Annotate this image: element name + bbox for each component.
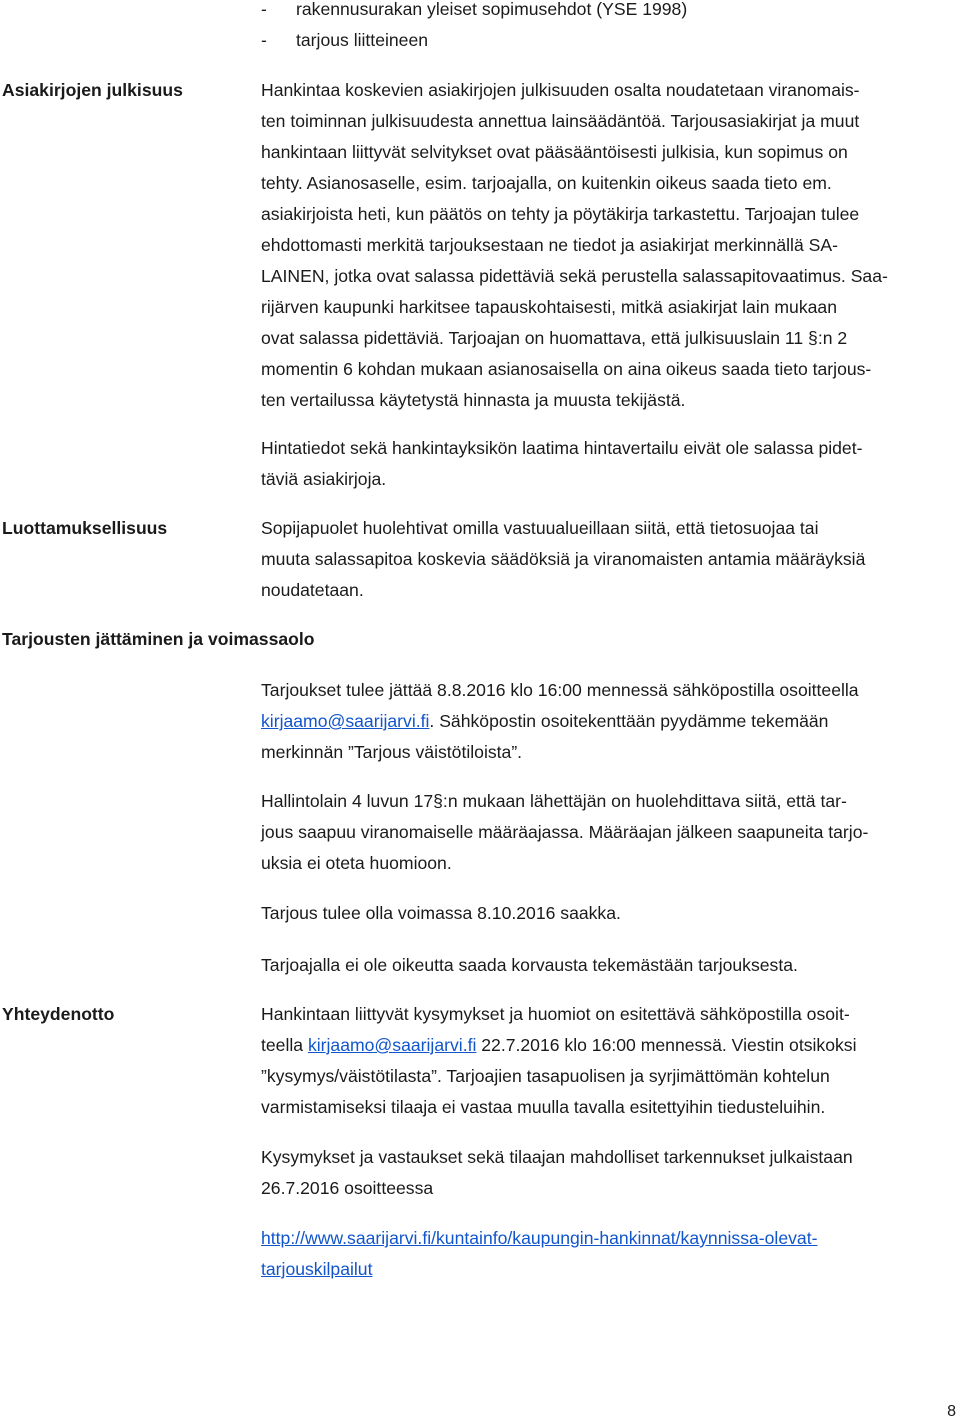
paragraph-hintatiedot: Hintatiedot sekä hankintayksikön laatima hintavertailu eivät ole salassa pidet- täviä asiakirjoja.: [261, 438, 863, 489]
list-item: - tarjous liitteineen: [261, 30, 429, 50]
paragraph-julkaisu: Kysymykset ja vastaukset sekä tilaajan mahdolliset tarkennukset julkaistaan 26.7.2016 osoitteessa: [261, 1147, 853, 1198]
paragraph-voimassa: Tarjous tulee olla voimassa 8.10.2016 saakka.: [261, 903, 621, 923]
paragraph-korvaus: Tarjoajalla ei ole oikeutta saada korvausta tekemästään tarjouksesta.: [261, 955, 798, 975]
section-heading-yhteydenotto: Yhteydenotto: [2, 1004, 115, 1024]
email-link[interactable]: kirjaamo@saarijarvi.fi: [261, 711, 430, 731]
page-number: 8: [947, 1403, 956, 1420]
section-heading-luottamuksellisuus: Luottamuksellisuus: [2, 518, 168, 538]
email-link[interactable]: kirjaamo@saarijarvi.fi: [307, 1035, 477, 1055]
url-link-line[interactable]: tarjouskilpailut: [261, 1259, 373, 1279]
list-item: - rakennusurakan yleiset sopimusehdot (YSE 1998): [261, 0, 688, 19]
paragraph-kysymykset: Hankintaan liittyvät kysymykset ja huomiot on esitettävä sähköpostilla osoit- teella kirjaamo@saarijarvi.fi 22.7.2016 klo 16:00 mennessä. Viestin otsikoksi ”kysymys/väistötilasta”. Tarjoajien tasapuolisen ja syrjimättömän kohtelun varmistamiseksi tilaaja ei vastaa muulla tavalla esitettyihin tiedusteluihin.: [261, 1004, 857, 1117]
paragraph-julkisuus: Hankintaa koskevien asiakirjojen julkisuuden osalta noudatetaan viranomais- ten toiminnan julkisuudesta annettua lainsäädäntöä. Tarjousasiakirjat ja muut hankintaan liittyvät selvitykset ovat pääsääntöisesti julkisia, kun sopimus on tehty. Asianosaselle, esim. tarjoajalla, on kuitenkin oikeus saada tieto em. asiakirjoista heti, kun päätös on tehty ja pöytäkirja tarkastettu. Tarjoajan tulee ehdottomasti merkitä tarjouksestaan ne tiedot ja asiakirjat merkinnällä SA- LAINEN, jotka ovat salassa pidettäviä sekä perustella salassapitovaatimus. Saa- rijärven kaupunki harkitsee tapauskohtaisesti, mitkä asiakirjat lain mukaan ovat salassa pidettäviä. Tarjoajan on huomattava, että julkisuuslain 11 §:n 2 momentin 6 kohdan mukaan asianosaisella on aina oikeus saada tieto tarjous- ten vertailussa käytetystä hinnasta ja muusta tekijästä.: [261, 80, 888, 410]
paragraph-luottamuksellisuus: Sopijapuolet huolehtivat omilla vastuualueillaan siitä, että tietosuojaa tai muuta salassapitoa koskevia säädöksiä ja viranomaisten antamia määräyksiä noudatetaan.: [261, 518, 866, 600]
paragraph-jattaminen-deadline: Tarjoukset tulee jättää 8.8.2016 klo 16:00 mennessä sähköpostilla osoitteella kirjaamo@saarijarvi.fi. Sähköpostin osoitekenttään pyydämme tekemään merkinnän ”Tarjous väistötiloista”.: [261, 680, 859, 762]
paragraph-hallintolaki: Hallintolain 4 luvun 17§:n mukaan lähettäjän on huolehdittava siitä, että tar- jous saapuu viranomaiselle määräajassa. Määräajan jälkeen saapuneita tarjo- uksia ei oteta huomioon.: [261, 791, 869, 873]
section-heading-asiakirjojen-julkisuus: Asiakirjojen julkisuus: [2, 80, 183, 100]
url-link-line[interactable]: http://www.saarijarvi.fi/kuntainfo/kaupungin-hankinnat/kaynnissa-olevat-: [261, 1228, 818, 1248]
url-link[interactable]: [261, 1223, 953, 1285]
section-heading-tarjousten-jattaminen: Tarjousten jättäminen ja voimassaolo: [2, 629, 315, 649]
